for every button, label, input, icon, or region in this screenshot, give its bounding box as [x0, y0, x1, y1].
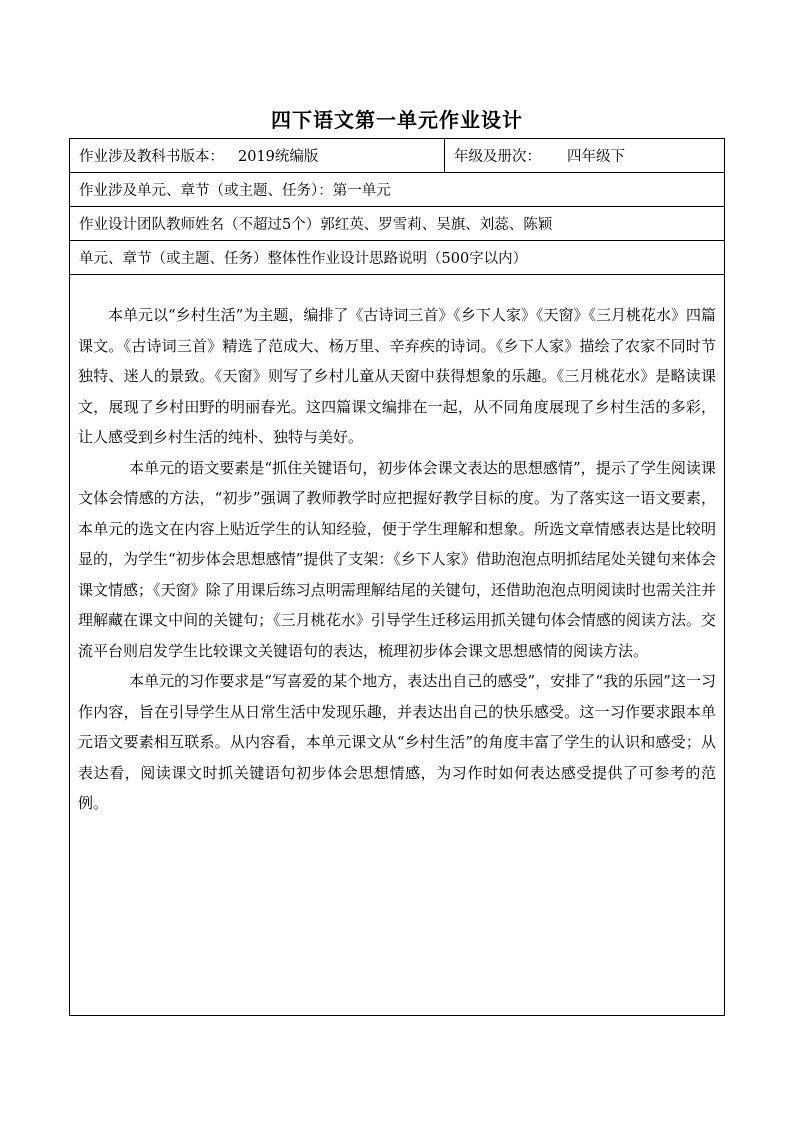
unit-row [70, 173, 725, 207]
unit-cell [70, 173, 725, 207]
textbook-cell [70, 139, 445, 173]
textbook-row [70, 139, 725, 173]
design-body-row [70, 275, 725, 1016]
page-title: 四下语文第一单元作业设计 [271, 108, 523, 132]
design-heading: 单元、章节（或主题、任务）整体性作业设计思路说明（500字以内） [79, 251, 528, 267]
design-heading-cell [70, 241, 725, 275]
grade-value: 四年级下 [567, 149, 625, 165]
team-cell [70, 207, 725, 241]
textbook-value: 2019统编版 [238, 149, 319, 165]
team-label: 作业设计团队教师姓名（不超过5个） [79, 217, 321, 233]
design-paragraph-1: 本单元以“乡村生活”为主题，编排了《古诗词三首》《乡下人家》《天窗》《三月桃花水》四篇课文。《古诗词三首》精选了范成大、杨万里、辛弃疾的诗词。《乡下人家》描绘了农家不同时节独特、迷人的景致。《天窗》则写了乡村儿童从天窗中获得想象的乐趣。《三月桃花水》是略读课文，展现了乡村田野的明丽春光。这四篇课文编排在一起，从不同角度展现了乡村生活的多彩，让人感受到乡村生活的纯朴、独特与美好。 [78, 306, 716, 446]
grade-cell [445, 139, 725, 173]
grade-label: 年级及册次： [454, 149, 541, 165]
assignment-form-table [69, 138, 725, 1016]
design-paragraph-2: 本单元的语文要素是“抓住关键语句，初步体会课文表达的思想感情”，提示了学生阅读课文体会情感的方法，“初步”强调了教师教学时应把握好教学目标的度。为了落实这一语文要素，本单元的选文在内容上贴近学生的认知经验，便于学生理解和想象。所选文章情感表达是比较明显的，为学生“初步体会思想感情”提供了支架：《乡下人家》借助泡泡点明抓结尾处关键句来体会课文情感；《天窗》除了用课后练习点明需理解结尾的关键句，还借助泡泡点明阅读时也需关注并理解藏在课文中间的关键句；《三月桃花水》引导学生迁移运用抓关键句体会情感的阅读方法。交流平台则启发学生比较课文关键语句的表达，梳理初步体会课文思想感情的阅读方法。 [78, 458, 716, 660]
design-body-cell [70, 275, 725, 1016]
team-row [70, 207, 725, 241]
textbook-label: 作业涉及教科书版本： [79, 149, 224, 165]
team-value: 郭红英、罗雪莉、吴旗、刘蕊、陈颖 [320, 217, 553, 233]
design-paragraph-3: 本单元的习作要求是“写喜爱的某个地方，表达出自己的感受”，安排了“我的乐园”这一习作内容，旨在引导学生从日常生活中发现乐趣，并表达出自己的快乐感受。这一习作要求跟本单元语文要素相互联系。从内容看，本单元课文从“乡村生活”的角度丰富了学生的认识和感受；从表达看，阅读课文时抓关键语句初步体会思想情感，为习作时如何表达感受提供了可参考的范例。 [78, 672, 716, 812]
unit-label: 作业涉及单元、章节（或主题、任务）： [79, 183, 333, 199]
design-heading-row [70, 241, 725, 275]
unit-value: 第一单元 [332, 183, 391, 199]
